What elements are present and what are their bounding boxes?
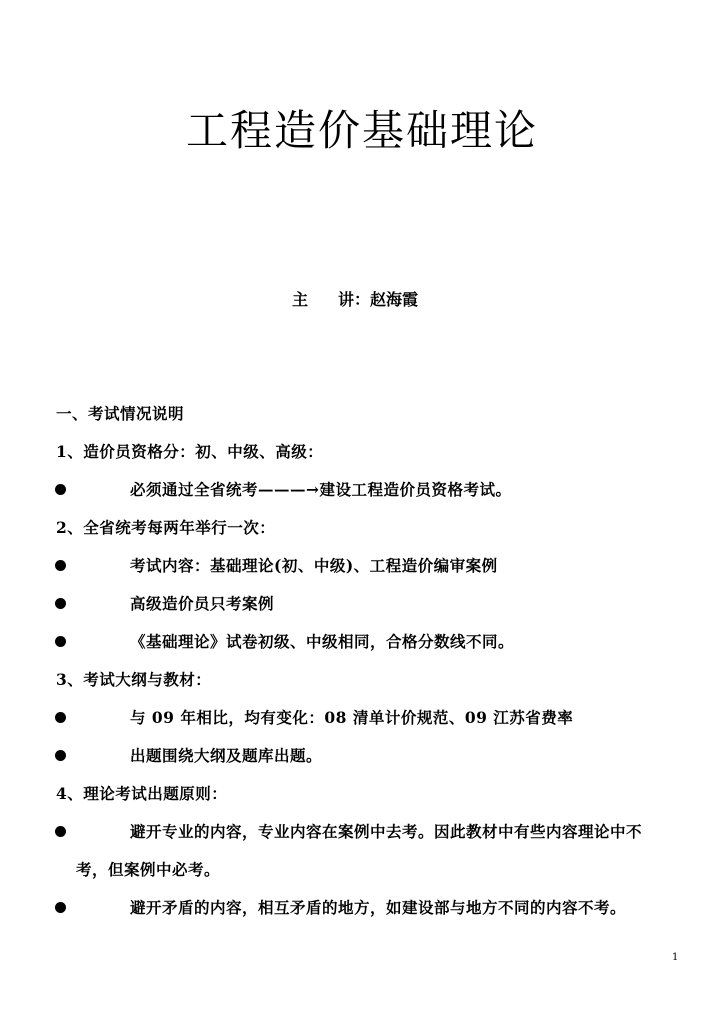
bullet-icon [55,636,66,647]
bullet-text-1: 必须通过全省统考———→建设工程造价员资格考试。 [130,480,512,499]
bullet-text-8: 避开矛盾的内容，相互矛盾的地方，如建设部与地方不同的内容不考。 [130,898,627,917]
page-number: 1 [672,952,679,963]
item-4: 4、理论考试出题原则： [56,784,228,803]
lecturer-name: 赵海霞 [370,290,419,309]
bullet-icon [55,484,66,495]
bullet-text-3: 高级造价员只考案例 [130,594,275,613]
bullet-text-6: 出题围绕大纲及题库出题。 [130,746,323,765]
section-heading: 一、考试情况说明 [56,404,185,423]
bullet-text-2: 考试内容：基础理论(初、中级)、工程造价编审案例 [130,556,498,575]
bullet-icon [55,750,66,761]
bullet-icon [55,902,66,913]
item-3: 3、考试大纲与教材： [56,670,212,689]
bullet-icon [55,560,66,571]
lecturer-line [292,287,418,310]
lecturer-label-2: 讲： [338,290,371,309]
bullet-icon [55,712,66,723]
bullet-icon [55,598,66,609]
bullet-text-7-line-1: 避开专业的内容，专业内容在案例中去考。因此教材中有些内容理论中不 [130,822,643,841]
lecturer-label: 主 [292,290,309,309]
item-1: 1、造价员资格分：初、中级、高级： [56,442,324,461]
bullet-text-4: 《基础理论》试卷初级、中级相同，合格分数线不同。 [130,632,515,651]
document-title: 工程造价基础理论 [185,106,538,155]
bullet-text-7-line-2: 考，但案例中必考。 [76,860,221,879]
bullet-icon [55,826,66,837]
item-2: 2、全省统考每两年举行一次： [56,518,276,537]
bullet-text-5: 与 09 年相比，均有变化：08 清单计价规范、09 江苏省费率 [130,708,574,727]
